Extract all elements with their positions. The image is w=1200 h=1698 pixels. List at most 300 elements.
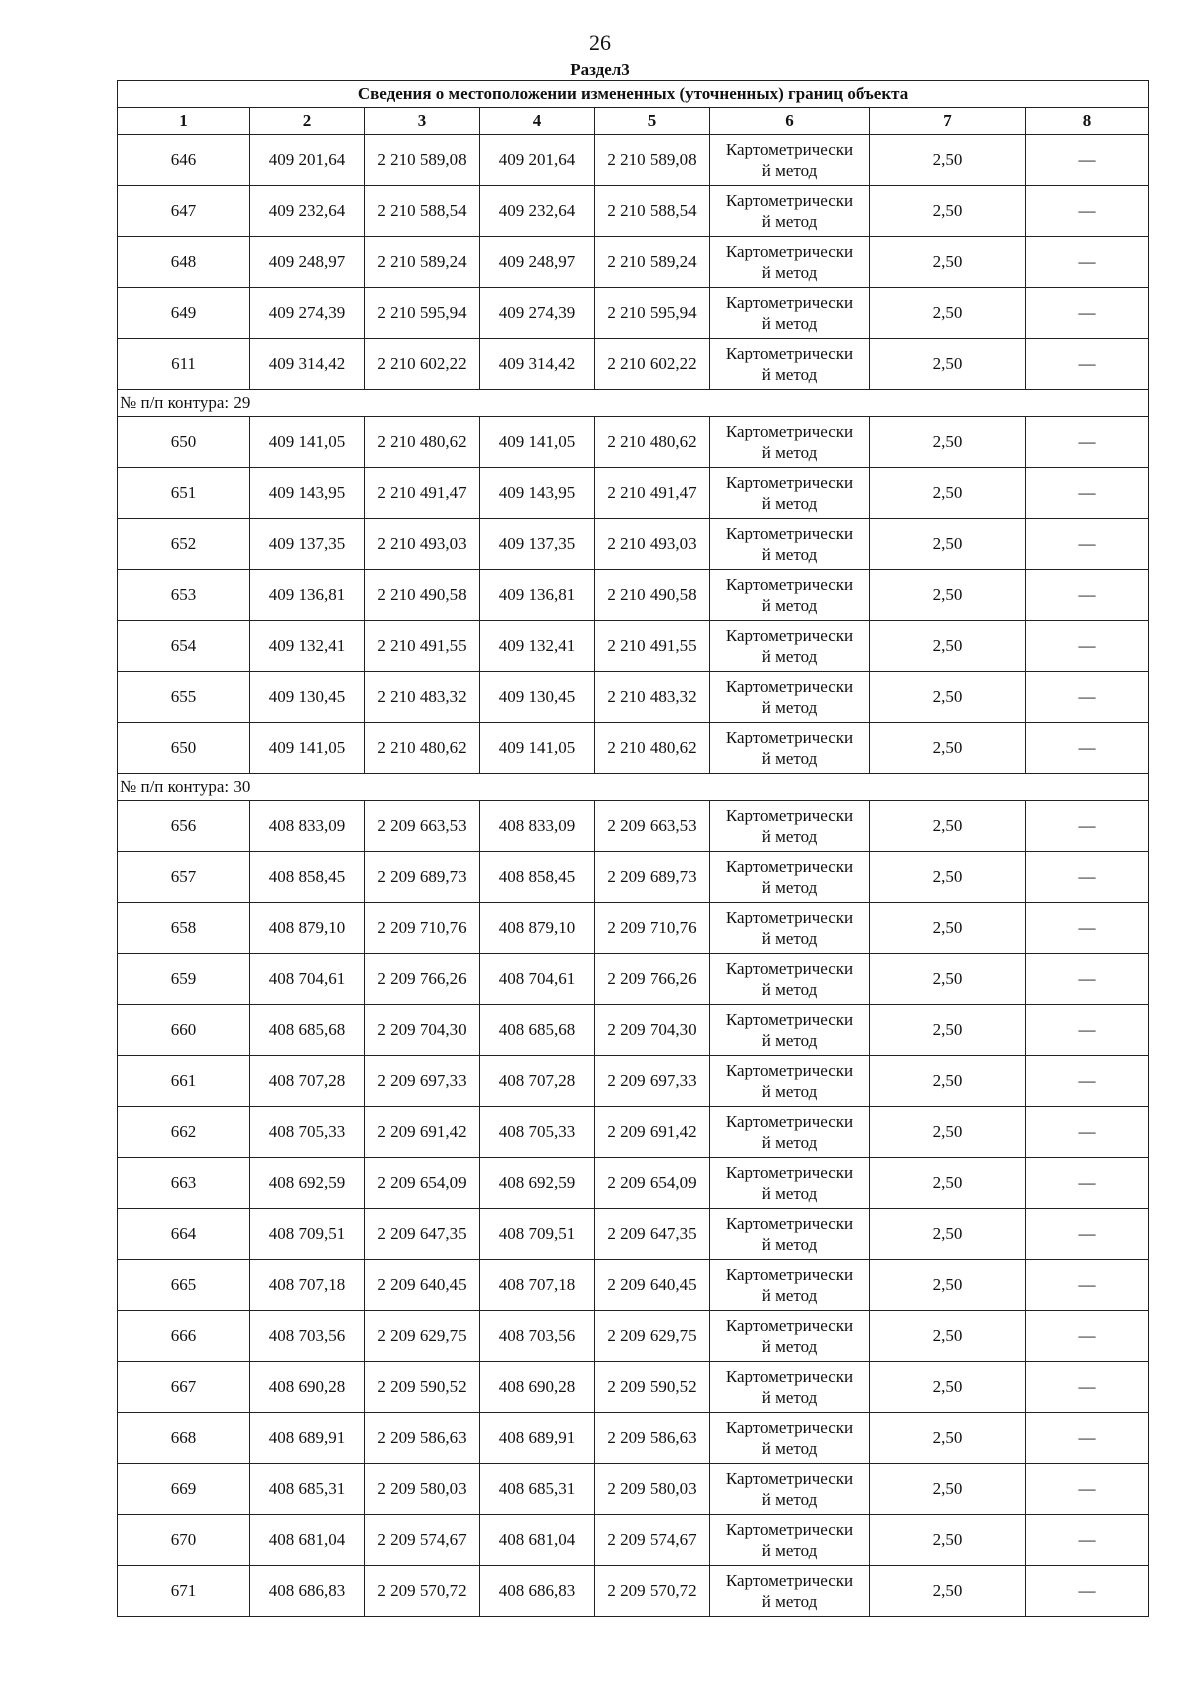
x-existing: 408 707,28	[250, 1056, 365, 1107]
x-existing: 409 136,81	[250, 570, 365, 621]
empty-mark-cell: —	[1026, 1158, 1149, 1209]
accuracy-cell: 2,50	[870, 468, 1026, 519]
method-line1: Картометрически	[725, 1112, 854, 1131]
x-existing: 409 274,39	[250, 288, 365, 339]
method-line2: й метод	[761, 365, 818, 384]
y-existing: 2 209 570,72	[365, 1566, 480, 1617]
y-existing: 2 210 491,47	[365, 468, 480, 519]
empty-mark-cell: —	[1026, 1260, 1149, 1311]
empty-mark-cell: —	[1026, 903, 1149, 954]
accuracy-cell: 2,50	[870, 801, 1026, 852]
y-existing: 2 209 647,35	[365, 1209, 480, 1260]
method-cell	[710, 135, 870, 186]
x-new: 408 692,59	[480, 1158, 595, 1209]
point-number: 663	[118, 1158, 250, 1209]
method-line2: й метод	[761, 1541, 818, 1560]
accuracy-cell: 2,50	[870, 339, 1026, 390]
method-line1: Картометрически	[725, 1316, 854, 1335]
method-line1: Картометрически	[725, 1214, 854, 1233]
method-line2: й метод	[761, 929, 818, 948]
table-row	[118, 1311, 1149, 1362]
y-new: 2 209 590,52	[595, 1362, 710, 1413]
y-new: 2 210 589,08	[595, 135, 710, 186]
method-line2: й метод	[761, 443, 818, 462]
table-row	[118, 237, 1149, 288]
point-number: 665	[118, 1260, 250, 1311]
empty-mark-cell: —	[1026, 1311, 1149, 1362]
point-number: 647	[118, 186, 250, 237]
accuracy-cell: 2,50	[870, 723, 1026, 774]
method-line1: Картометрически	[725, 677, 854, 696]
method-line1: Картометрически	[725, 806, 854, 825]
table-row	[118, 570, 1149, 621]
empty-mark-cell: —	[1026, 723, 1149, 774]
x-new: 408 879,10	[480, 903, 595, 954]
accuracy-cell: 2,50	[870, 288, 1026, 339]
point-number: 651	[118, 468, 250, 519]
point-number: 666	[118, 1311, 250, 1362]
y-existing: 2 210 595,94	[365, 288, 480, 339]
point-number: 669	[118, 1464, 250, 1515]
method-line1: Картометрически	[725, 344, 854, 363]
accuracy-cell: 2,50	[870, 903, 1026, 954]
empty-mark-cell: —	[1026, 1413, 1149, 1464]
point-number: 668	[118, 1413, 250, 1464]
x-existing: 409 232,64	[250, 186, 365, 237]
x-existing: 408 685,31	[250, 1464, 365, 1515]
table-row	[118, 339, 1149, 390]
point-number: 646	[118, 135, 250, 186]
y-existing: 2 209 704,30	[365, 1005, 480, 1056]
y-existing: 2 209 590,52	[365, 1362, 480, 1413]
accuracy-cell: 2,50	[870, 186, 1026, 237]
x-new: 408 704,61	[480, 954, 595, 1005]
point-number: 648	[118, 237, 250, 288]
empty-mark-cell: —	[1026, 1005, 1149, 1056]
y-existing: 2 209 654,09	[365, 1158, 480, 1209]
accuracy-cell: 2,50	[870, 621, 1026, 672]
method-line2: й метод	[761, 263, 818, 282]
table-title: Сведения о местоположении измененных (уточненных) границ объекта	[118, 81, 1149, 108]
empty-mark-cell: —	[1026, 237, 1149, 288]
x-existing: 409 137,35	[250, 519, 365, 570]
y-existing: 2 209 710,76	[365, 903, 480, 954]
y-new: 2 209 689,73	[595, 852, 710, 903]
accuracy-cell: 2,50	[870, 954, 1026, 1005]
x-existing: 409 248,97	[250, 237, 365, 288]
contour-label	[118, 390, 1149, 417]
y-existing: 2 209 689,73	[365, 852, 480, 903]
method-line2: й метод	[761, 1082, 818, 1101]
table-row	[118, 1056, 1149, 1107]
point-number: 657	[118, 852, 250, 903]
method-line2: й метод	[761, 827, 818, 846]
empty-mark-cell: —	[1026, 954, 1149, 1005]
y-new: 2 210 595,94	[595, 288, 710, 339]
empty-mark-cell: —	[1026, 1107, 1149, 1158]
method-cell	[710, 954, 870, 1005]
method-line2: й метод	[761, 161, 818, 180]
contour-number: 30	[233, 777, 251, 796]
y-new: 2 209 691,42	[595, 1107, 710, 1158]
column-number-row	[118, 108, 1149, 135]
page-number: 26	[589, 30, 611, 55]
method-cell	[710, 1158, 870, 1209]
method-cell	[710, 1260, 870, 1311]
method-line2: й метод	[761, 1031, 818, 1050]
method-line1: Картометрически	[725, 140, 854, 159]
point-number: 650	[118, 417, 250, 468]
y-new: 2 210 480,62	[595, 417, 710, 468]
method-cell	[710, 519, 870, 570]
accuracy-cell: 2,50	[870, 135, 1026, 186]
table-row	[118, 954, 1149, 1005]
point-number: 650	[118, 723, 250, 774]
x-existing: 408 704,61	[250, 954, 365, 1005]
x-new: 409 137,35	[480, 519, 595, 570]
accuracy-cell: 2,50	[870, 1005, 1026, 1056]
method-line1: Картометрически	[725, 1163, 854, 1182]
method-cell	[710, 570, 870, 621]
point-number: 611	[118, 339, 250, 390]
y-new: 2 209 647,35	[595, 1209, 710, 1260]
table-row	[118, 1362, 1149, 1413]
x-new: 409 274,39	[480, 288, 595, 339]
method-line2: й метод	[761, 314, 818, 333]
column-number: 5	[595, 108, 710, 135]
x-existing: 409 314,42	[250, 339, 365, 390]
point-number: 655	[118, 672, 250, 723]
y-new: 2 210 490,58	[595, 570, 710, 621]
method-cell	[710, 417, 870, 468]
empty-mark-cell: —	[1026, 288, 1149, 339]
x-new: 409 143,95	[480, 468, 595, 519]
contour-row	[118, 390, 1149, 417]
method-line1: Картометрически	[725, 242, 854, 261]
x-existing: 408 709,51	[250, 1209, 365, 1260]
accuracy-cell: 2,50	[870, 1158, 1026, 1209]
table-row	[118, 519, 1149, 570]
y-new: 2 210 493,03	[595, 519, 710, 570]
contour-label	[118, 774, 1149, 801]
table-row	[118, 1515, 1149, 1566]
x-new: 408 681,04	[480, 1515, 595, 1566]
x-existing: 408 707,18	[250, 1260, 365, 1311]
y-existing: 2 209 691,42	[365, 1107, 480, 1158]
y-new: 2 210 480,62	[595, 723, 710, 774]
method-cell	[710, 1566, 870, 1617]
y-existing: 2 209 586,63	[365, 1413, 480, 1464]
method-line1: Картометрически	[725, 1418, 854, 1437]
method-cell	[710, 852, 870, 903]
method-line2: й метод	[761, 596, 818, 615]
x-new: 408 686,83	[480, 1566, 595, 1617]
method-line1: Картометрически	[725, 626, 854, 645]
point-number: 649	[118, 288, 250, 339]
method-line1: Картометрически	[725, 959, 854, 978]
x-existing: 408 689,91	[250, 1413, 365, 1464]
accuracy-cell: 2,50	[870, 1515, 1026, 1566]
column-number: 2	[250, 108, 365, 135]
accuracy-cell: 2,50	[870, 672, 1026, 723]
method-cell	[710, 237, 870, 288]
method-cell	[710, 186, 870, 237]
y-new: 2 210 491,47	[595, 468, 710, 519]
method-line2: й метод	[761, 980, 818, 999]
point-number: 664	[118, 1209, 250, 1260]
method-line2: й метод	[761, 1184, 818, 1203]
accuracy-cell: 2,50	[870, 1107, 1026, 1158]
y-existing: 2 210 602,22	[365, 339, 480, 390]
x-new: 408 858,45	[480, 852, 595, 903]
y-existing: 2 209 629,75	[365, 1311, 480, 1362]
empty-mark-cell: —	[1026, 1362, 1149, 1413]
y-new: 2 210 588,54	[595, 186, 710, 237]
contour-prefix: № п/п контура:	[120, 393, 234, 412]
y-new: 2 209 663,53	[595, 801, 710, 852]
table-row	[118, 1260, 1149, 1311]
accuracy-cell: 2,50	[870, 570, 1026, 621]
method-line1: Картометрически	[725, 1010, 854, 1029]
x-existing: 408 833,09	[250, 801, 365, 852]
method-line1: Картометрически	[725, 1061, 854, 1080]
point-number: 660	[118, 1005, 250, 1056]
method-line1: Картометрически	[725, 422, 854, 441]
x-existing: 409 132,41	[250, 621, 365, 672]
column-number: 3	[365, 108, 480, 135]
y-existing: 2 210 491,55	[365, 621, 480, 672]
point-number: 661	[118, 1056, 250, 1107]
method-line1: Картометрически	[725, 1367, 854, 1386]
point-number: 652	[118, 519, 250, 570]
empty-mark-cell: —	[1026, 1515, 1149, 1566]
empty-mark-cell: —	[1026, 339, 1149, 390]
x-new: 408 690,28	[480, 1362, 595, 1413]
empty-mark-cell: —	[1026, 519, 1149, 570]
accuracy-cell: 2,50	[870, 1413, 1026, 1464]
point-number: 656	[118, 801, 250, 852]
y-new: 2 210 602,22	[595, 339, 710, 390]
column-number: 1	[118, 108, 250, 135]
empty-mark-cell: —	[1026, 135, 1149, 186]
method-line2: й метод	[761, 1490, 818, 1509]
x-existing: 408 705,33	[250, 1107, 365, 1158]
table-row	[118, 1158, 1149, 1209]
x-existing: 408 703,56	[250, 1311, 365, 1362]
x-new: 409 248,97	[480, 237, 595, 288]
accuracy-cell: 2,50	[870, 1362, 1026, 1413]
method-line1: Картометрически	[725, 293, 854, 312]
y-existing: 2 209 663,53	[365, 801, 480, 852]
x-new: 409 314,42	[480, 339, 595, 390]
y-new: 2 209 580,03	[595, 1464, 710, 1515]
table-row	[118, 621, 1149, 672]
accuracy-cell: 2,50	[870, 1260, 1026, 1311]
empty-mark-cell: —	[1026, 417, 1149, 468]
table-row	[118, 417, 1149, 468]
y-existing: 2 210 589,08	[365, 135, 480, 186]
method-cell	[710, 801, 870, 852]
x-existing: 408 690,28	[250, 1362, 365, 1413]
y-existing: 2 210 589,24	[365, 237, 480, 288]
x-existing: 408 692,59	[250, 1158, 365, 1209]
x-new: 408 709,51	[480, 1209, 595, 1260]
method-cell	[710, 903, 870, 954]
table-row	[118, 1464, 1149, 1515]
x-new: 409 136,81	[480, 570, 595, 621]
method-line1: Картометрически	[725, 473, 854, 492]
x-existing: 409 141,05	[250, 723, 365, 774]
method-line2: й метод	[761, 545, 818, 564]
empty-mark-cell: —	[1026, 468, 1149, 519]
method-cell	[710, 339, 870, 390]
y-existing: 2 209 766,26	[365, 954, 480, 1005]
x-existing: 408 686,83	[250, 1566, 365, 1617]
table-row	[118, 1209, 1149, 1260]
method-cell	[710, 1515, 870, 1566]
y-existing: 2 210 588,54	[365, 186, 480, 237]
method-line2: й метод	[761, 494, 818, 513]
y-existing: 2 210 483,32	[365, 672, 480, 723]
x-new: 409 141,05	[480, 723, 595, 774]
method-cell	[710, 1005, 870, 1056]
method-cell	[710, 1056, 870, 1107]
method-line2: й метод	[761, 647, 818, 666]
column-number: 8	[1026, 108, 1149, 135]
x-new: 408 685,68	[480, 1005, 595, 1056]
empty-mark-cell: —	[1026, 801, 1149, 852]
table-row	[118, 723, 1149, 774]
empty-mark-cell: —	[1026, 1056, 1149, 1107]
accuracy-cell: 2,50	[870, 852, 1026, 903]
y-new: 2 210 589,24	[595, 237, 710, 288]
method-cell	[710, 672, 870, 723]
table-row	[118, 801, 1149, 852]
x-existing: 409 143,95	[250, 468, 365, 519]
method-line1: Картометрически	[725, 1520, 854, 1539]
method-line2: й метод	[761, 1286, 818, 1305]
accuracy-cell: 2,50	[870, 1209, 1026, 1260]
method-line2: й метод	[761, 212, 818, 231]
boundary-table	[117, 80, 1149, 1617]
accuracy-cell: 2,50	[870, 1464, 1026, 1515]
empty-mark-cell: —	[1026, 1464, 1149, 1515]
point-number: 658	[118, 903, 250, 954]
point-number: 670	[118, 1515, 250, 1566]
x-new: 408 707,28	[480, 1056, 595, 1107]
method-cell	[710, 1209, 870, 1260]
method-cell	[710, 621, 870, 672]
method-line2: й метод	[761, 1592, 818, 1611]
method-cell	[710, 1311, 870, 1362]
method-line1: Картометрически	[725, 1265, 854, 1284]
table-row	[118, 135, 1149, 186]
x-new: 408 705,33	[480, 1107, 595, 1158]
y-existing: 2 210 493,03	[365, 519, 480, 570]
method-line2: й метод	[761, 1133, 818, 1152]
accuracy-cell: 2,50	[870, 519, 1026, 570]
accuracy-cell: 2,50	[870, 1311, 1026, 1362]
y-new: 2 209 629,75	[595, 1311, 710, 1362]
empty-mark-cell: —	[1026, 672, 1149, 723]
x-new: 408 685,31	[480, 1464, 595, 1515]
method-line1: Картометрически	[725, 575, 854, 594]
table-row	[118, 186, 1149, 237]
point-number: 659	[118, 954, 250, 1005]
table-body	[118, 135, 1149, 1617]
x-existing: 408 685,68	[250, 1005, 365, 1056]
column-number: 7	[870, 108, 1026, 135]
empty-mark-cell: —	[1026, 852, 1149, 903]
y-existing: 2 209 640,45	[365, 1260, 480, 1311]
y-new: 2 209 704,30	[595, 1005, 710, 1056]
y-existing: 2 209 574,67	[365, 1515, 480, 1566]
accuracy-cell: 2,50	[870, 1566, 1026, 1617]
accuracy-cell: 2,50	[870, 417, 1026, 468]
empty-mark-cell: —	[1026, 186, 1149, 237]
x-new: 408 707,18	[480, 1260, 595, 1311]
point-number: 662	[118, 1107, 250, 1158]
y-existing: 2 210 480,62	[365, 417, 480, 468]
y-new: 2 209 574,67	[595, 1515, 710, 1566]
y-new: 2 209 697,33	[595, 1056, 710, 1107]
x-new: 408 689,91	[480, 1413, 595, 1464]
x-new: 409 232,64	[480, 186, 595, 237]
x-new: 408 703,56	[480, 1311, 595, 1362]
method-cell	[710, 288, 870, 339]
x-existing: 409 130,45	[250, 672, 365, 723]
method-cell	[710, 1413, 870, 1464]
empty-mark-cell: —	[1026, 621, 1149, 672]
table-row	[118, 1107, 1149, 1158]
y-existing: 2 210 490,58	[365, 570, 480, 621]
table-row	[118, 1005, 1149, 1056]
point-number: 653	[118, 570, 250, 621]
y-existing: 2 209 697,33	[365, 1056, 480, 1107]
method-line1: Картометрически	[725, 1469, 854, 1488]
column-number: 4	[480, 108, 595, 135]
x-new: 409 201,64	[480, 135, 595, 186]
contour-number: 29	[233, 393, 251, 412]
x-existing: 408 681,04	[250, 1515, 365, 1566]
table-row	[118, 672, 1149, 723]
method-line2: й метод	[761, 1337, 818, 1356]
contour-prefix: № п/п контура:	[120, 777, 234, 796]
table-row	[118, 903, 1149, 954]
y-new: 2 209 710,76	[595, 903, 710, 954]
column-number: 6	[710, 108, 870, 135]
method-line2: й метод	[761, 749, 818, 768]
method-line2: й метод	[761, 698, 818, 717]
method-cell	[710, 1362, 870, 1413]
table-row	[118, 1413, 1149, 1464]
x-existing: 408 879,10	[250, 903, 365, 954]
method-line1: Картометрически	[725, 728, 854, 747]
table-row	[118, 288, 1149, 339]
x-existing: 408 858,45	[250, 852, 365, 903]
accuracy-cell: 2,50	[870, 1056, 1026, 1107]
x-existing: 409 201,64	[250, 135, 365, 186]
method-line2: й метод	[761, 1388, 818, 1407]
point-number: 654	[118, 621, 250, 672]
y-new: 2 209 654,09	[595, 1158, 710, 1209]
method-line1: Картометрически	[725, 191, 854, 210]
y-new: 2 210 491,55	[595, 621, 710, 672]
x-new: 409 141,05	[480, 417, 595, 468]
point-number: 667	[118, 1362, 250, 1413]
y-new: 2 209 586,63	[595, 1413, 710, 1464]
method-cell	[710, 1107, 870, 1158]
